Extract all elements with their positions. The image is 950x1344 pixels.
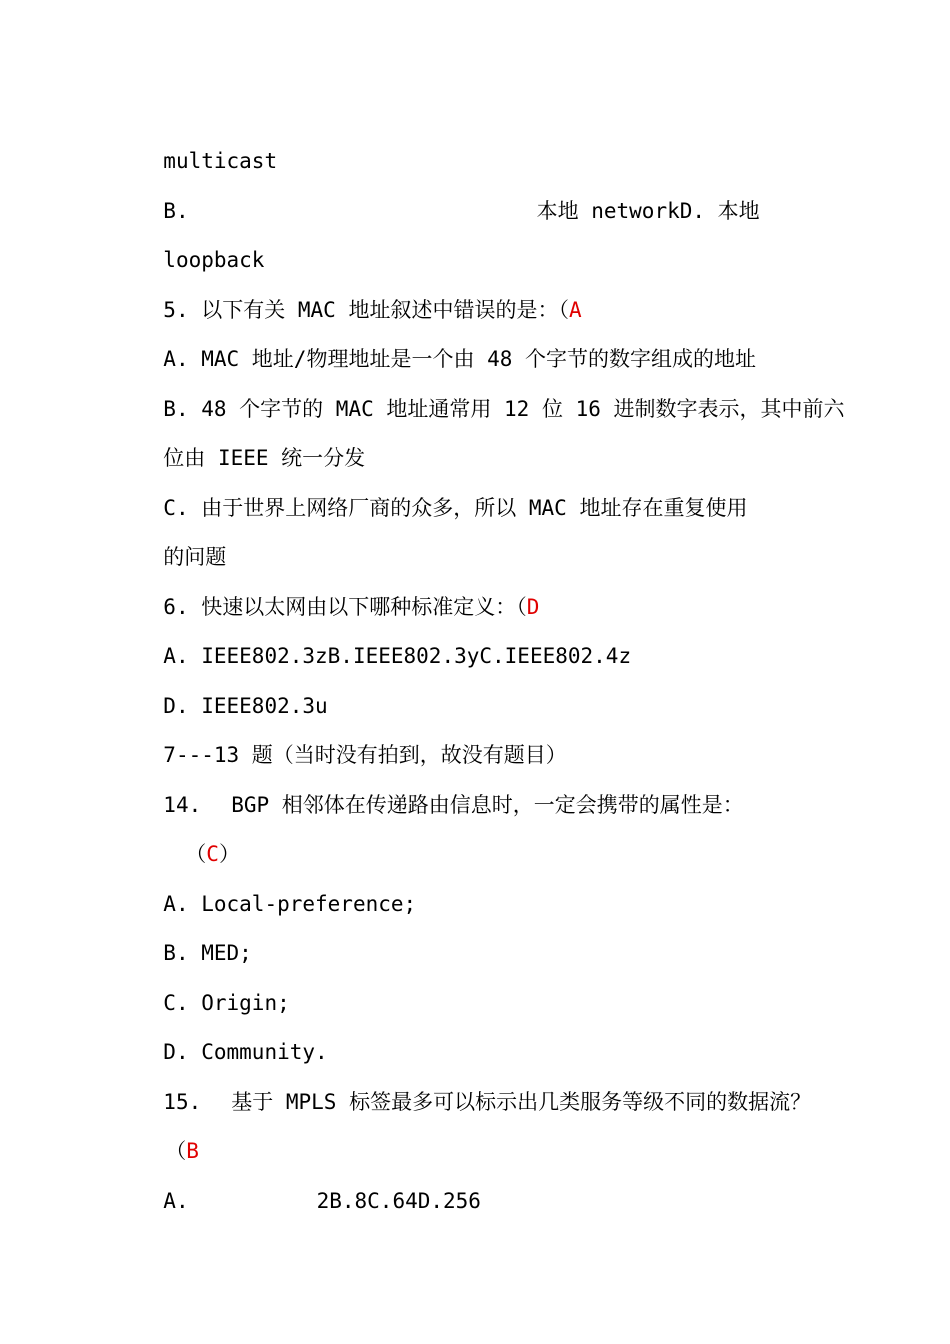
question-14-answer xyxy=(160,815,240,867)
q14-option-b xyxy=(138,914,252,966)
question-5 xyxy=(138,271,582,323)
paren-close: ） xyxy=(218,842,240,866)
text-line-multicast xyxy=(138,122,277,174)
question-text: BGP 相邻体在传递路由信息时，一定会携带的属性是： xyxy=(231,793,744,817)
question-6 xyxy=(138,568,539,620)
line-text: 位由 IEEE 统一分发 xyxy=(163,446,366,470)
question-number: 15. xyxy=(163,1090,202,1114)
line-text: B. 48 个字节的 MAC 地址通常用 12 位 16 进制数字表示，其中前六 xyxy=(163,397,845,421)
line-text: loopback xyxy=(163,248,265,272)
q5-option-c-cont xyxy=(138,518,226,570)
paren-open: （ xyxy=(165,1139,187,1163)
line-text: A. Local-preference; xyxy=(163,892,417,916)
option-prefix: A. xyxy=(163,1189,189,1213)
line-text: 7---13 题（当时没有拍到，故没有题目） xyxy=(163,743,567,767)
line-text: 的问题 xyxy=(163,545,227,569)
q5-option-a xyxy=(138,320,756,372)
line-text: C. Origin; xyxy=(163,991,290,1015)
q6-options-abc xyxy=(138,617,631,669)
question-number: 14. xyxy=(163,793,202,817)
q14-option-c xyxy=(138,964,290,1016)
question-15-answer xyxy=(140,1112,199,1164)
text-line-option-b xyxy=(138,172,760,224)
question-15 xyxy=(138,1063,811,1115)
missing-questions-note xyxy=(138,716,567,768)
text-line-loopback xyxy=(138,221,264,273)
line-text: multicast xyxy=(163,149,278,173)
question-text: 6. 快速以太网由以下哪种标准定义：（ xyxy=(163,595,527,619)
line-text: B. MED; xyxy=(163,941,252,965)
answer-mark: A xyxy=(568,298,582,322)
q6-option-d xyxy=(138,667,328,719)
q5-option-c xyxy=(138,469,747,521)
line-text: D. Community. xyxy=(163,1040,328,1064)
answer-mark: B xyxy=(186,1139,199,1163)
q5-option-b-cont xyxy=(138,419,365,471)
line-text: 本地 networkD. 本地 xyxy=(536,199,760,223)
answer-mark: C xyxy=(206,842,219,866)
question-text: 5. 以下有关 MAC 地址叙述中错误的是：（ xyxy=(163,298,569,322)
q14-option-d xyxy=(138,1013,328,1065)
paren-open: （ xyxy=(185,842,207,866)
option-prefix: B. xyxy=(163,199,189,223)
line-text: 2B.8C.64D.256 xyxy=(316,1189,481,1213)
line-text: D. IEEE802.3u xyxy=(163,694,328,718)
line-text: A. MAC 地址/物理地址是一个由 48 个字节的数字组成的地址 xyxy=(163,347,757,371)
q5-option-b xyxy=(138,370,845,422)
q15-options xyxy=(138,1162,481,1214)
line-text: A. IEEE802.3zB.IEEE802.3yC.IEEE802.4z xyxy=(163,644,632,668)
question-text: 基于 MPLS 标签最多可以标示出几类服务等级不同的数据流？ xyxy=(231,1090,812,1114)
answer-mark: D xyxy=(526,595,540,619)
q14-option-a xyxy=(138,865,416,917)
question-14 xyxy=(138,766,744,818)
line-text: C. 由于世界上网络厂商的众多，所以 MAC 地址存在重复使用 xyxy=(163,496,748,520)
